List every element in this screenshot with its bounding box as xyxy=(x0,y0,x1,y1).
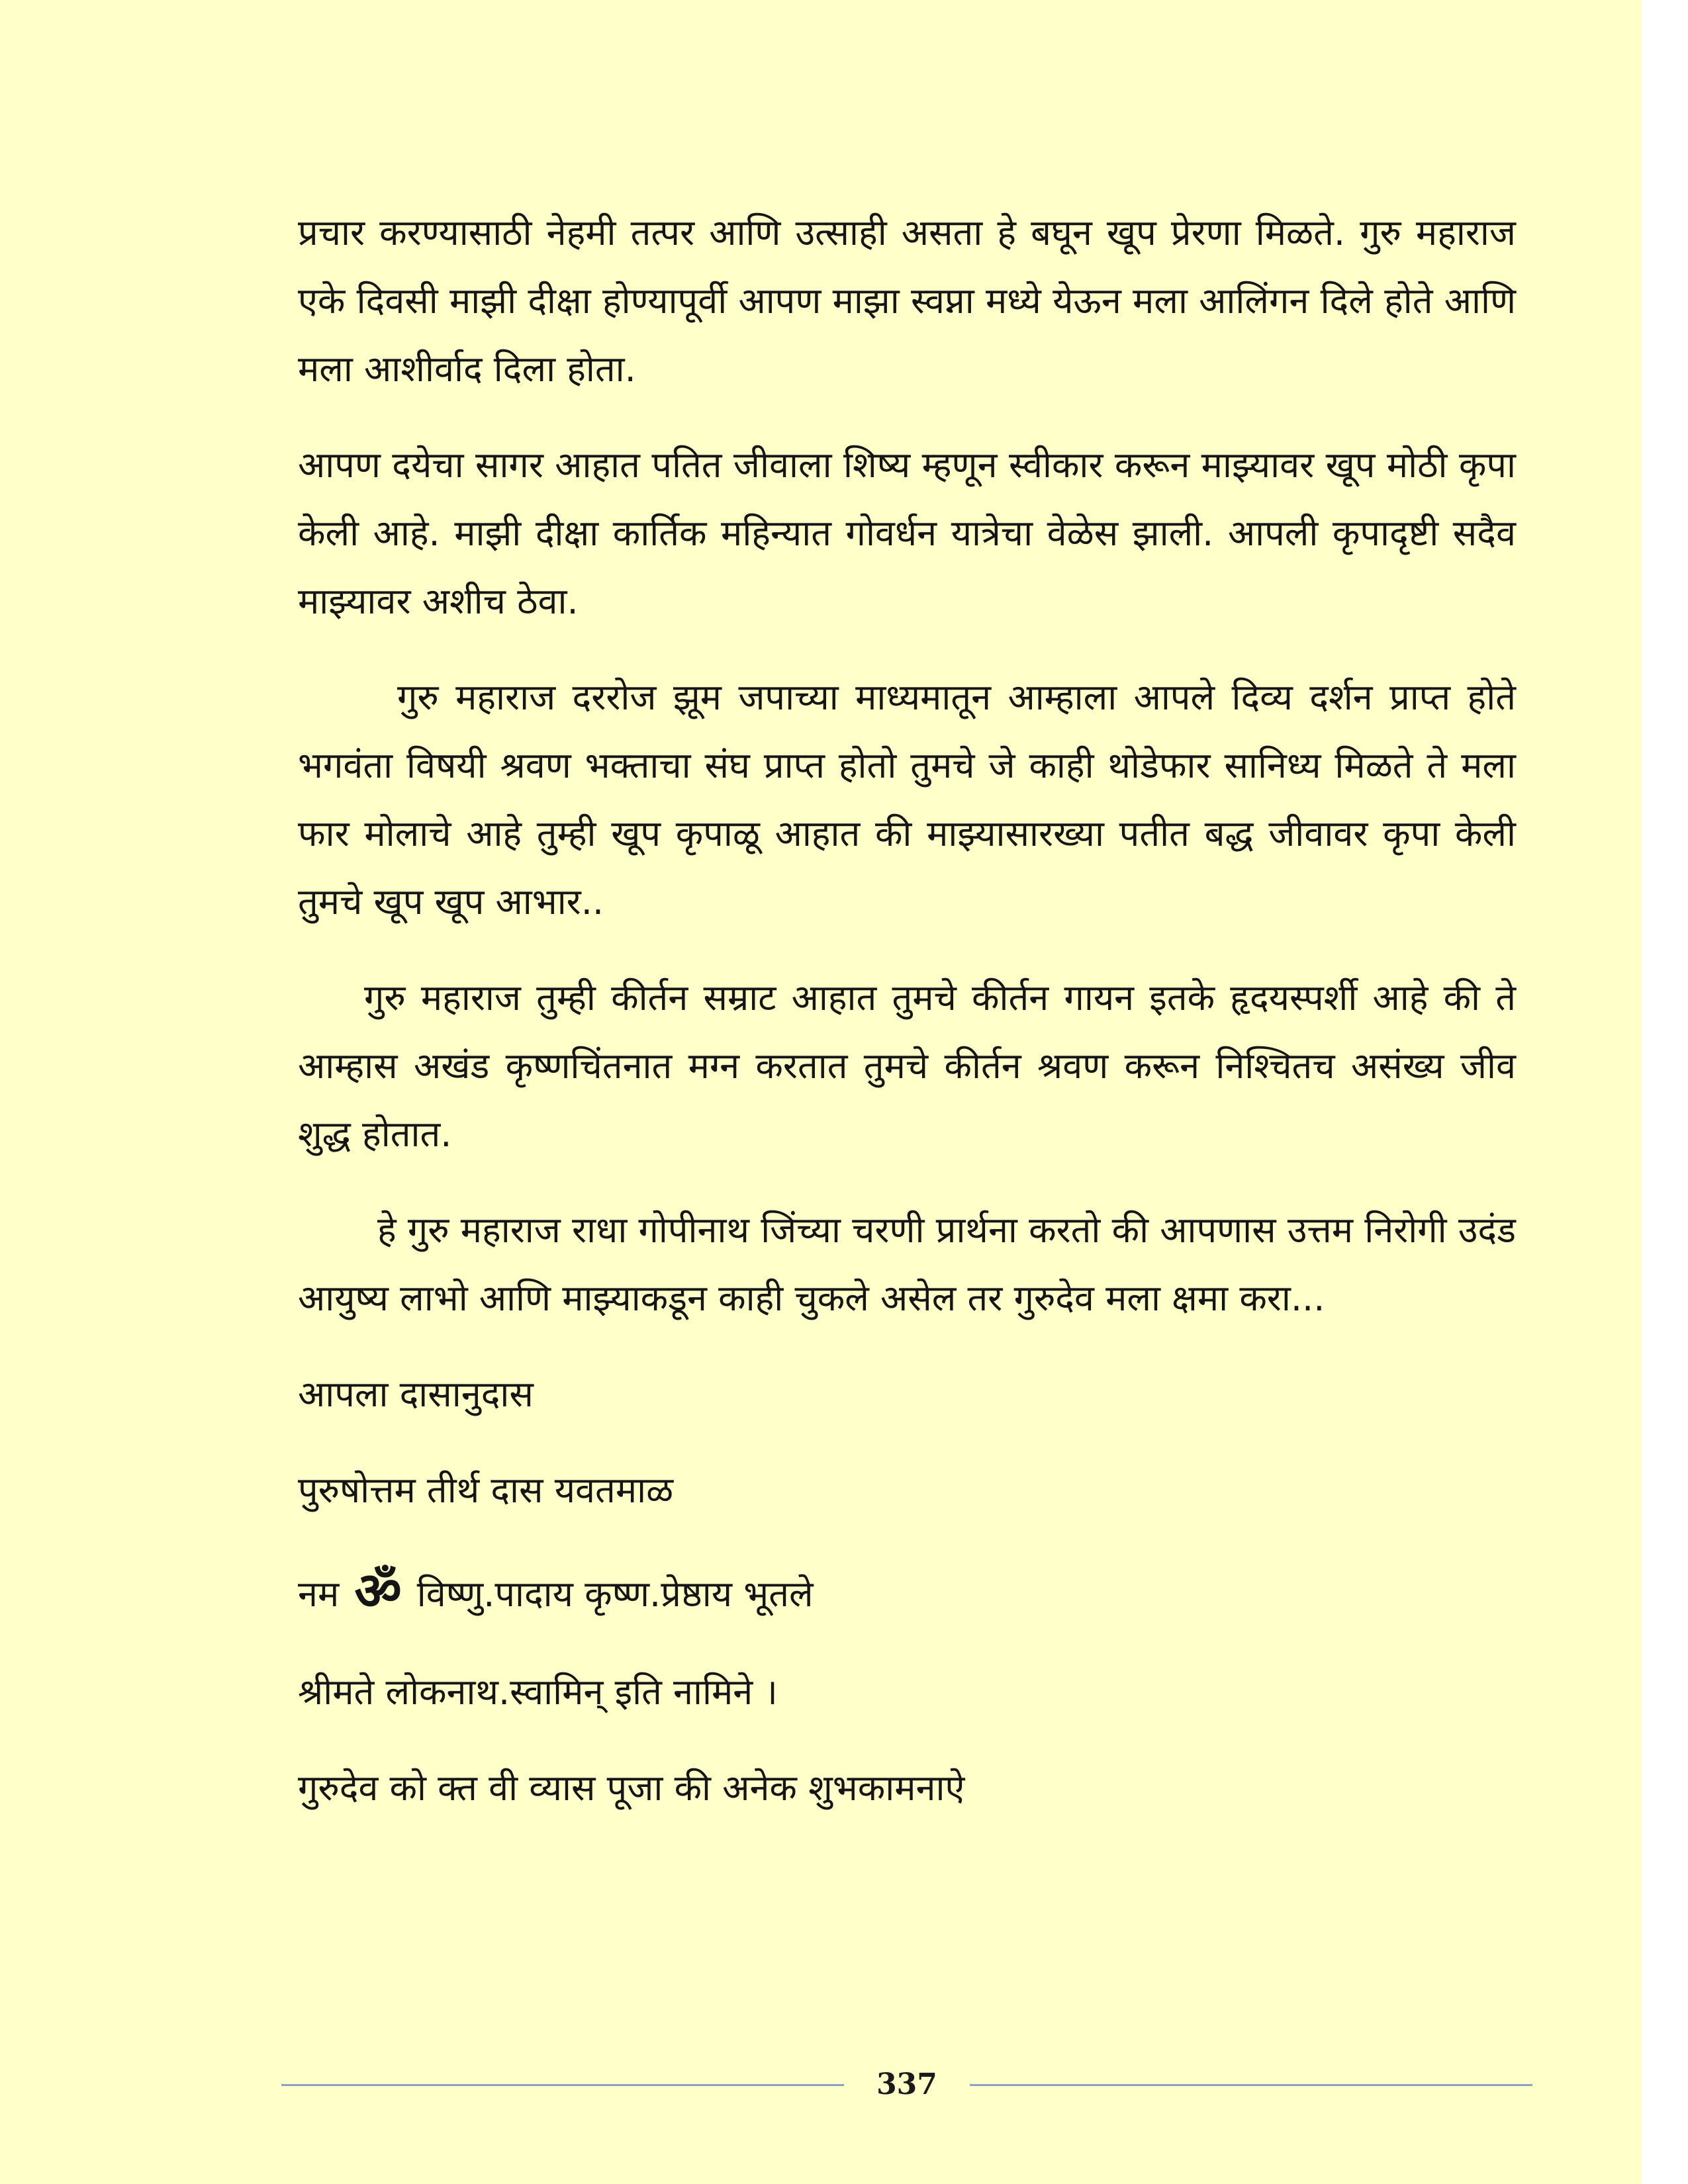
mantra-prefix: नम xyxy=(298,1573,340,1615)
om-icon: ॐ xyxy=(354,1562,402,1621)
mantra-suffix: विष्णु.पादाय कृष्ण.प्रेष्ठाय भूतले xyxy=(416,1573,814,1615)
page-number: 337 xyxy=(876,2068,937,2101)
closing-line: आपला दासानुदास xyxy=(298,1373,534,1415)
footer-rule-left xyxy=(281,2084,844,2086)
page-footer xyxy=(281,2062,1532,2108)
signature-line: पुरुषोत्तम तीर्थ दास यवतमाळ xyxy=(298,1469,674,1511)
paragraph-2: आपण दयेचा सागर आहात पतित जीवाला शिष्य म्हणून स्वीकार करून माझ्यावर खूप मोठी कृपा केली आहे. माझी दीक्षा कार्तिक महिन्यात गोवर्धन यात्रेचा वेळेस झाली. आपली कृपादृष्टी सदैव माझ्यावर अशीच ठेवा. xyxy=(298,444,1516,622)
paragraph-1: प्रचार करण्यासाठी नेहमी तत्पर आणि उत्साही असता हे बघून खूप प्रेरणा मिळते. गुरु महाराज एके दिवसी माझी दीक्षा होण्यापूर्वी आपण माझा स्वप्ना मध्ये येऊन मला आलिंगन दिले होते आणि मला आशीर्वाद दिला होता. xyxy=(298,212,1516,390)
document-body xyxy=(298,199,1516,1850)
mantra-line-2: श्रीमते लोकनाथ.स्वामिन् इति नामिने । xyxy=(298,1671,778,1713)
footer-rule-right xyxy=(970,2084,1532,2086)
paragraph-5: हे गुरु महाराज राधा गोपीनाथ जिंच्या चरणी प्रार्थना करतो की आपणास उत्तम निरोगी उदंड आयुष्य लाभो आणि माझ्याकडून काही चुकले असेल तर गुरुदेव मला क्षमा करा... xyxy=(298,1209,1516,1319)
mantra-line-1 xyxy=(298,1552,1516,1634)
wishes-line: गुरुदेव को क्त वी व्यास पूजा की अनेक शुभकामनाऐ xyxy=(298,1767,965,1809)
paragraph-3: गुरु महाराज दररोज झूम जपाच्या माध्यमातून आम्हाला आपले दिव्य दर्शन प्राप्त होते भगवंता विषयी श्रवण भक्ताचा संघ प्राप्त होतो तुमचे जे काही थोडेफार सानिध्य मिळते ते मला फार मोलाचे आहे तुम्ही खूप कृपाळू आहात की माझ्यासारख्या पतीत बद्ध जीवावर कृपा केली तुमचे खूप खूप आभार.. xyxy=(298,676,1516,923)
paragraph-4: गुरु महाराज तुम्ही कीर्तन सम्राट आहात तुमचे कीर्तन गायन इतके हृदयस्पर्शी आहे की ते आम्हास अखंड कृष्णचिंतनात मग्न करतात तुमचे कीर्तन श्रवण करून निश्चितच असंख्य जीव शुद्ध होतात. xyxy=(298,977,1516,1155)
